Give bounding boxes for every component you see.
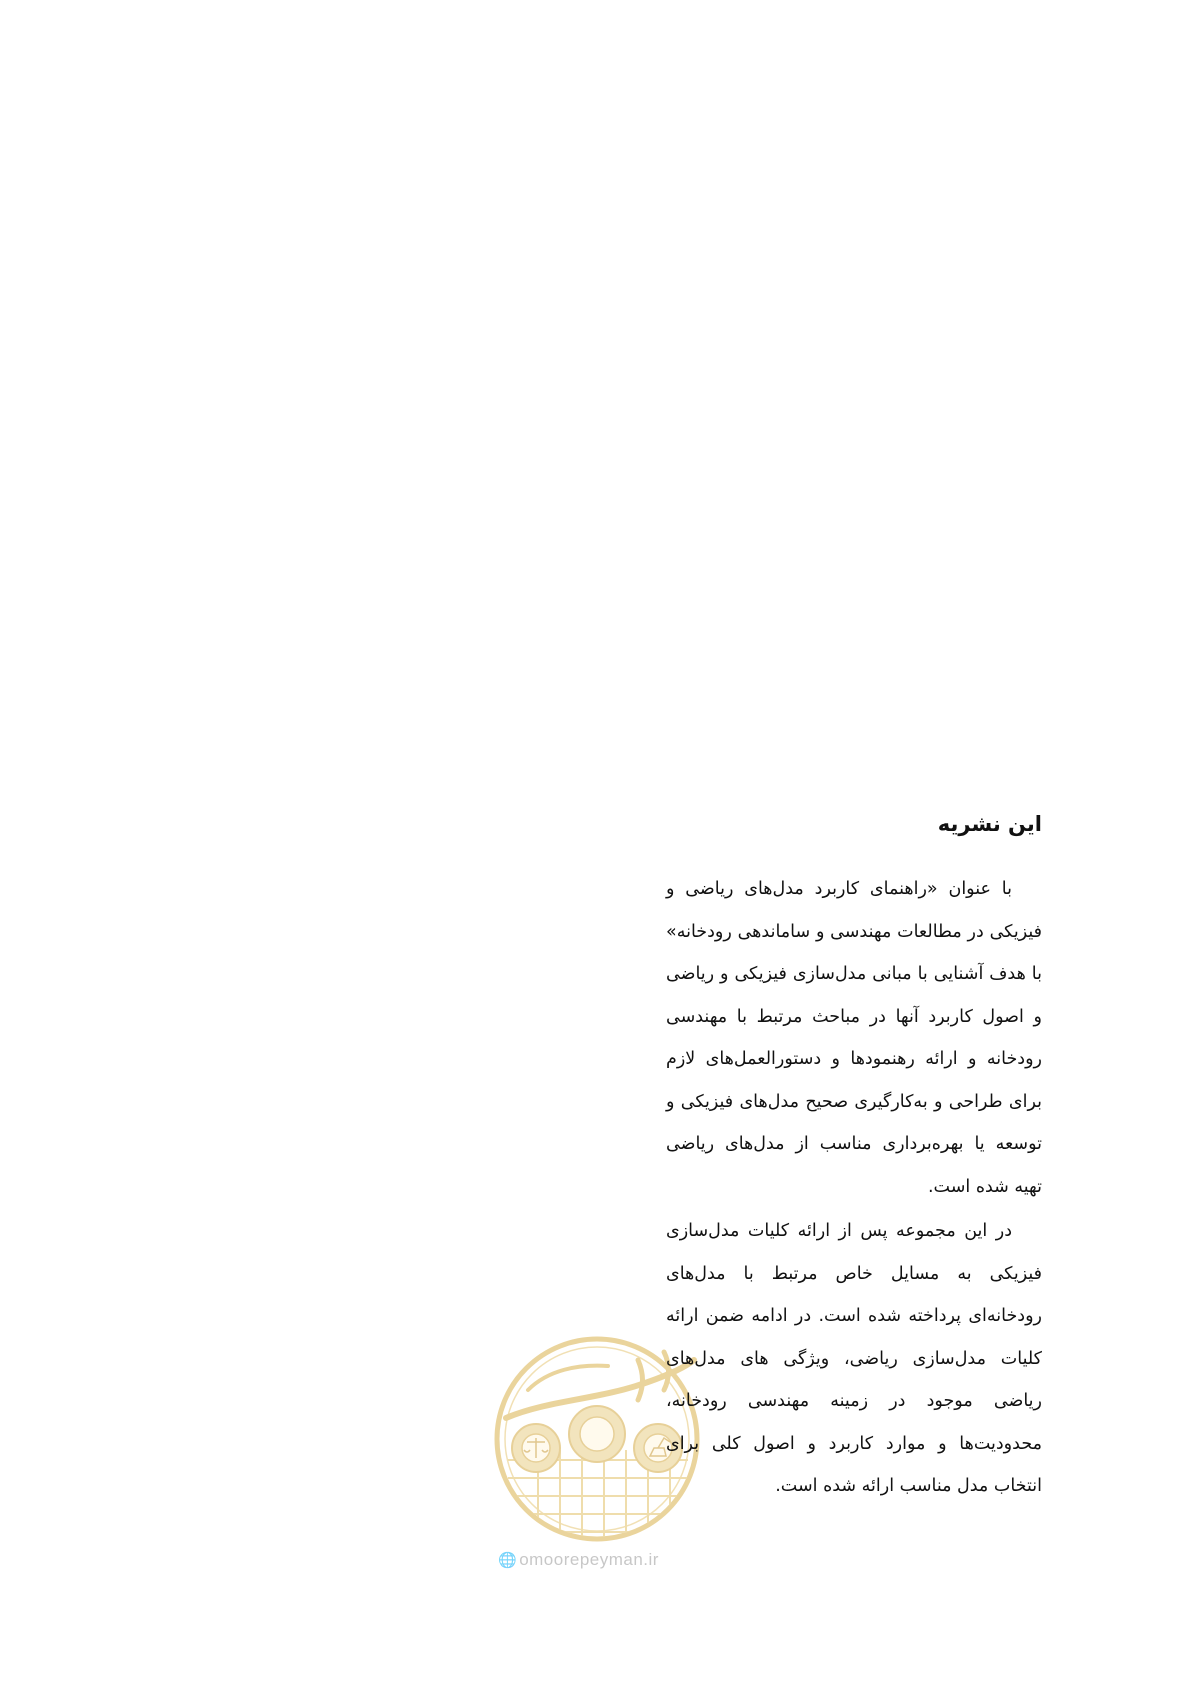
paragraph-contents: در این مجموعه پس از ارائه کلیات مدل‌سازی فیزیکی به مسایل خاص مرتبط با مدل‌های رودخانه‌ای پرداخته شده است. در ادامه ضمن ارائه کلیات مدل‌سازی ریاضی، ویژگی های مدل‌های ریاضی موجود در زمینه مهندسی رودخانه، محدودیت‌ها و موارد کاربرد و اصول کلی برای انتخاب مدل مناسب ارائه شده است. — [666, 1221, 1042, 1496]
watermark-url — [498, 1550, 708, 1570]
section-heading: این نشریه — [937, 812, 1042, 836]
watermark-url-text: omoorepeyman.ir — [519, 1550, 659, 1569]
paragraph-intro: با عنوان «راهنمای کاربرد مدل‌های ریاضی و فیزیکی در مطالعات مهندسی و ساماندهی رودخانه» با هدف آشنایی با مبانی مدل‌سازی فیزیکی و ریاضی و اصول کاربرد آنها در مباحث مرتبط با مهندسی رودخانه و ارائه رهنمودها و دستورالعمل‌های لازم برای طراحی و به‌کارگیری صحیح مدل‌های فیزیکی و توسعه یا بهره‌برداری مناسب از مدل‌های ریاضی تهیه شده است. — [666, 879, 1042, 1197]
body-text — [666, 868, 1042, 1508]
globe-icon: 🌐 — [498, 1552, 518, 1569]
